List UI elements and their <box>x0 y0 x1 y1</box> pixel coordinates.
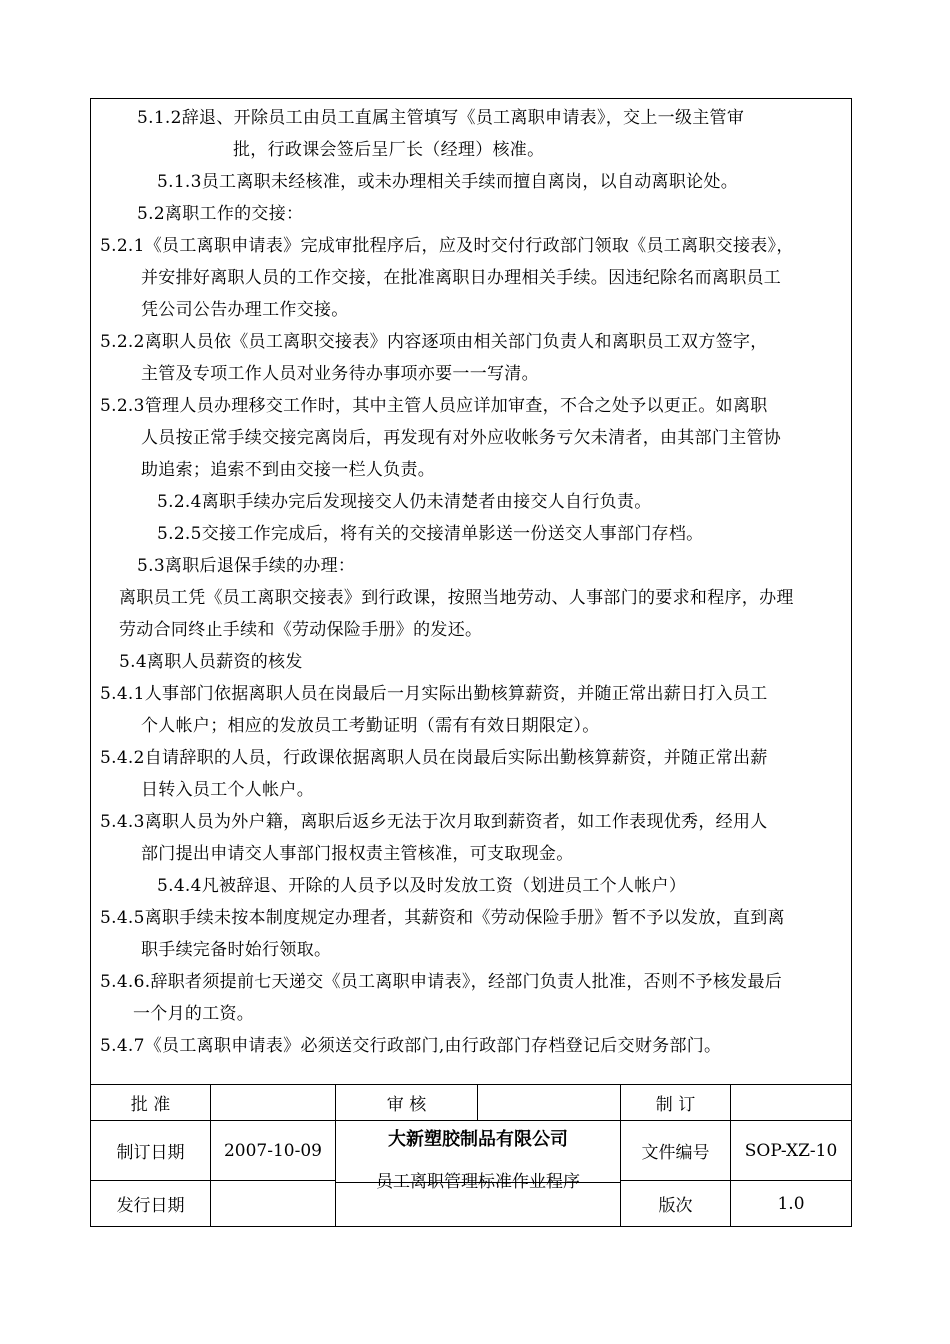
text-line: 主管及专项工作人员对业务待办事项亦要一一写清。 <box>141 364 539 384</box>
draft-label: 制 订 <box>621 1084 731 1120</box>
draft-date-value: 2007-10-09 <box>211 1120 336 1180</box>
text-line: 5.2.4离职手续办完后发现接交人仍未清楚者由接交人自行负责。 <box>157 492 652 512</box>
text-line: 助追索；追索不到由交接一栏人负责。 <box>141 460 436 480</box>
version-value: 1.0 <box>731 1180 851 1226</box>
doc-no-value: SOP-XZ-10 <box>731 1120 851 1180</box>
text-line: 5.2.5交接工作完成后，将有关的交接清单影送一份送交人事部门存档。 <box>157 524 704 544</box>
company-name: 大新塑胶制品有限公司 <box>388 1129 568 1150</box>
text-line: 离职员工凭《员工离职交接表》到行政课，按照当地劳动、人事部门的要求和程序，办理 <box>119 588 794 608</box>
text-line: 部门提出申请交人事部门报权责主管核准，可支取现金。 <box>141 844 574 864</box>
approve-value <box>211 1084 336 1120</box>
text-line: 5.1.3员工离职未经核准，或未办理相关手续而擅自离岗，以自动离职论处。 <box>157 172 739 192</box>
text-line: 批，行政课会签后呈厂长（经理）核准。 <box>233 140 545 160</box>
text-line: 凭公司公告办理工作交接。 <box>141 300 349 320</box>
text-line: 5.4.5离职手续未按本制度规定办理者，其薪资和《劳动保险手册》暂不予以发放，直到离 <box>100 908 785 928</box>
text-line: 5.2.1《员工离职申请表》完成审批程序后，应及时交付行政部门领取《员工离职交接表》， <box>100 236 794 256</box>
text-line: 5.4.7《员工离职申请表》必须送交行政部门,由行政部门存档登记后交财务部门。 <box>100 1036 722 1056</box>
draft-date-label: 制订日期 <box>91 1120 211 1180</box>
draft-value <box>731 1084 851 1120</box>
review-label: 审 核 <box>336 1084 478 1120</box>
text-line: 5.4.3离职人员为外户籍，离职后返乡无法于次月取到薪资者，如工作表现优秀，经用人 <box>100 812 768 832</box>
document-frame <box>90 98 852 1227</box>
text-line: 5.2.3管理人员办理移交工作时，其中主管人员应详加审查，不合之处予以更正。如离职 <box>100 396 768 416</box>
text-line: 5.4.2自请辞职的人员，行政课依据离职人员在岗最后实际出勤核算薪资，并随正常出薪 <box>100 748 768 768</box>
version-label: 版次 <box>621 1180 731 1226</box>
doc-no-label: 文件编号 <box>621 1120 731 1180</box>
text-line: 5.2离职工作的交接： <box>137 204 304 224</box>
document-body <box>91 99 851 1084</box>
text-line: 5.1.2辞退、开除员工由员工直属主管填写《员工离职申请表》，交上一级主管审 <box>137 108 745 128</box>
text-line: 日转入员工个人帐户。 <box>141 780 314 800</box>
issue-date-value <box>211 1180 336 1226</box>
text-line: 劳动合同终止手续和《劳动保险手册》的发还。 <box>119 620 483 640</box>
text-line: 个人帐户；相应的发放员工考勤证明（需有有效日期限定）。 <box>141 716 600 736</box>
review-value <box>478 1084 621 1120</box>
text-line: 一个月的工资。 <box>133 1004 255 1024</box>
document-title: 员工离职管理标准作业程序 <box>376 1172 580 1192</box>
text-line: 5.4.4凡被辞退、开除的人员予以及时发放工资（划进员工个人帐户） <box>157 876 687 896</box>
approve-label: 批 准 <box>91 1084 211 1120</box>
signature-table <box>91 1084 851 1226</box>
text-line: 5.4离职人员薪资的核发 <box>119 652 303 672</box>
text-line: 5.2.2离职人员依《员工离职交接表》内容逐项由相关部门负责人和离职员工双方签字， <box>100 332 768 352</box>
text-line: 5.4.1人事部门依据离职人员在岗最后一月实际出勤核算薪资，并随正常出薪日打入员工 <box>100 684 768 704</box>
text-line: 5.3离职后退保手续的办理： <box>137 556 356 576</box>
text-line: 职手续完备时始行领取。 <box>141 940 332 960</box>
company-title-cell <box>336 1120 621 1226</box>
text-line: 人员按正常手续交接完离岗后，再发现有对外应收帐务亏欠未清者，由其部门主管协 <box>141 428 782 448</box>
text-line: 并安排好离职人员的工作交接，在批准离职日办理相关手续。因违纪除名而离职员工 <box>141 268 782 288</box>
issue-date-label: 发行日期 <box>91 1180 211 1226</box>
text-line: 5.4.6.辞职者须提前七天递交《员工离职申请表》，经部门负责人批准，否则不予核发最后 <box>100 972 783 992</box>
